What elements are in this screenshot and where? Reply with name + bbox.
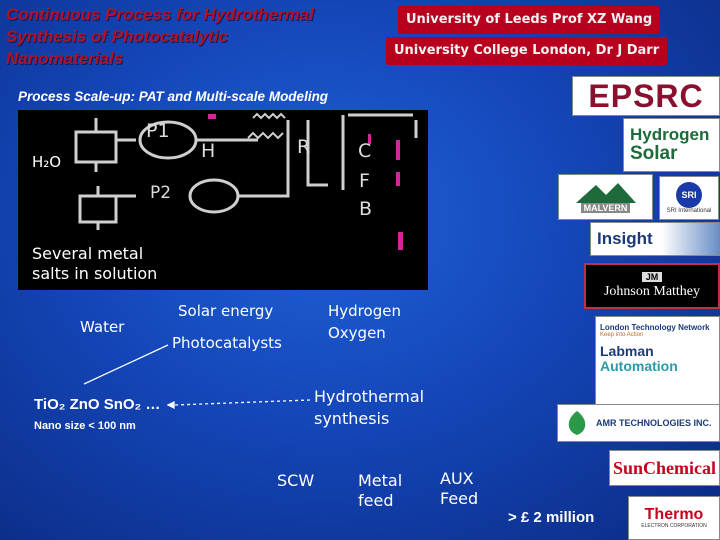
hydrogen-solar-text-1: Hydrogen: [630, 125, 710, 144]
materials-rest: O₂ ZnO SnO₂ …: [47, 396, 161, 413]
title-line-2: Synthesis of Photocatalytic: [6, 27, 228, 46]
epsrc-logo: [572, 76, 720, 116]
metal-feed-line-1: Metal: [358, 471, 403, 490]
metal-feed-line-2: feed: [358, 491, 394, 510]
materials-ti: Ti: [34, 396, 48, 413]
solar-energy-label: Solar energy: [178, 302, 274, 320]
metal-feed-label: [358, 471, 402, 511]
thermo-text: Thermo: [644, 506, 704, 523]
aux-feed-line-2: Feed: [440, 489, 479, 508]
malvern-logo: [558, 174, 653, 220]
cfb-c-label: C: [358, 140, 372, 162]
title-line-1: Continuous Process for Hydrothermal: [6, 5, 314, 24]
amr-leaf-icon: [562, 409, 592, 437]
malvern-text: MALVERN: [581, 203, 631, 213]
hydrothermal-line-2: synthesis: [314, 409, 390, 428]
london-tag-text: Keep into Action: [600, 332, 644, 338]
london-network-text: London Technology Network: [600, 323, 710, 332]
sri-text: SRI International: [666, 208, 712, 214]
london-labman-logo: [595, 316, 720, 406]
water-label: Water: [80, 318, 125, 336]
hydrogen-solar-logo: [623, 118, 720, 172]
malvern-mountain-icon: [576, 181, 636, 203]
epsrc-logo-text: EPSRC: [588, 77, 704, 114]
amr-logo: [557, 404, 720, 442]
reactor-r-label: R: [297, 136, 311, 158]
ucl-banner: University College London, Dr J Darr: [386, 37, 667, 65]
johnson-matthey-text: Johnson Matthey: [603, 284, 701, 299]
johnson-matthey-logo: [584, 263, 720, 309]
hydrogen-solar-text-2: Solar: [630, 143, 678, 164]
nano-size-label: Nano size < 100 nm: [34, 420, 136, 432]
labman-text-1: Labman: [600, 343, 654, 359]
leeds-banner: University of Leeds Prof XZ Wang: [398, 6, 660, 34]
title-line-3: Nanomaterials: [6, 49, 124, 68]
insight-logo: [590, 222, 720, 256]
hydrogen-label: Hydrogen: [328, 302, 401, 320]
sri-logo: [659, 176, 719, 220]
hydrothermal-line-1: Hydrothermal: [314, 387, 425, 406]
photocatalysts-label: Photocatalysts: [172, 334, 282, 352]
h2o-label: H₂O: [32, 153, 62, 171]
heater-h-label: H: [201, 140, 216, 162]
cfb-f-label: F: [359, 170, 370, 192]
pump-p1-label: P1: [146, 120, 170, 142]
jm-badge: JM: [642, 272, 663, 282]
salts-line-2: salts in solution: [32, 264, 158, 283]
thermo-sub-text: ELECTRON CORPORATION: [641, 523, 707, 529]
sunchemical-logo: [609, 450, 720, 486]
labman-text-2: Automation: [600, 358, 678, 374]
insight-text: Insight: [597, 229, 653, 248]
cfb-b-label: B: [359, 198, 373, 220]
amr-text: AMR TECHNOLOGIES INC.: [596, 418, 712, 428]
funding-label: > £ 2 million: [508, 509, 595, 526]
salts-line-1: Several metal: [32, 244, 144, 263]
oxygen-label: Oxygen: [328, 324, 386, 342]
aux-feed-line-1: AUX: [440, 469, 474, 488]
aux-feed-label: [440, 469, 478, 509]
sunchemical-text: SunChemical: [612, 457, 717, 478]
scw-label: SCW: [277, 471, 315, 490]
sri-globe-icon: SRI: [676, 182, 702, 208]
subtitle: Process Scale-up: PAT and Multi-scale Modeling: [18, 89, 329, 104]
pump-p2-label: P2: [150, 183, 172, 203]
thermo-logo: [628, 496, 720, 540]
